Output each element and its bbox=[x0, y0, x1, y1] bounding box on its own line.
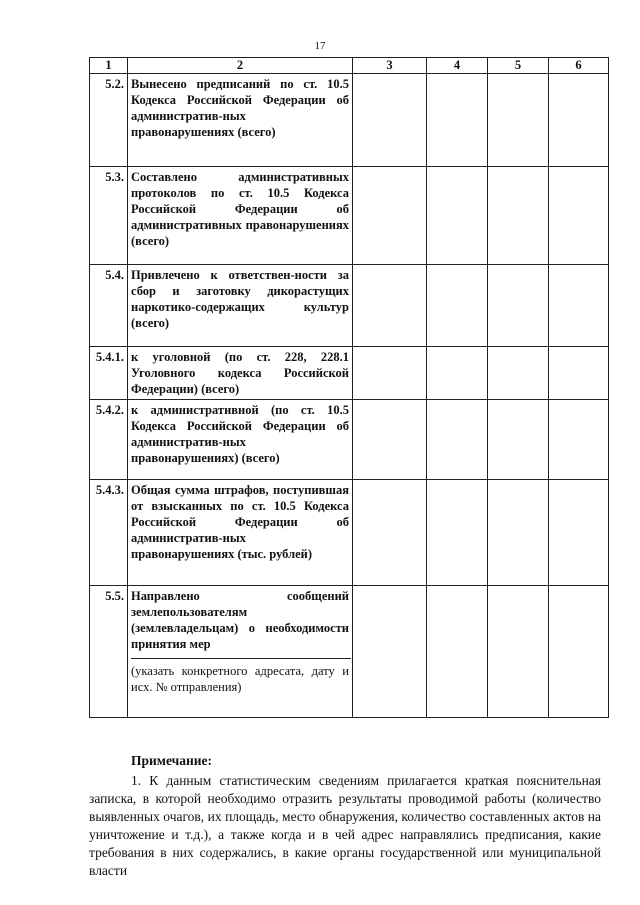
table-cell bbox=[488, 265, 549, 347]
table-cell bbox=[427, 586, 488, 718]
row-description: Вынесено предписаний по ст. 10.5 Кодекса Российской Федерации об административ-ных правонарушениях (всего) bbox=[128, 74, 353, 167]
notes-paragraph: 1. К данным статистическим сведениям прилагается краткая пояснительная записка, в которой необходимо отразить результаты проводимой работы (количество выявленных очагов, их площадь, место обнаружения, количество составленных актов на уничтожение и т.д.), а также когда и в чей адрес направлялись предписания, какие требования в них содержались, в какие органы государственной или муниципальной власти bbox=[89, 773, 601, 878]
table-cell bbox=[353, 480, 427, 586]
table-cell bbox=[353, 167, 427, 265]
notes-section bbox=[89, 752, 601, 880]
table-row bbox=[90, 167, 609, 265]
col-header-5: 5 bbox=[488, 58, 549, 74]
table-row bbox=[90, 480, 609, 586]
statistics-table bbox=[89, 57, 609, 718]
table-cell bbox=[549, 167, 609, 265]
table-header-row bbox=[90, 58, 609, 74]
row-description: к уголовной (по ст. 228, 228.1 Уголовного кодекса Российской Федерации) (всего) bbox=[128, 347, 353, 400]
row-number: 5.2. bbox=[90, 74, 128, 167]
table-cell bbox=[353, 347, 427, 400]
table-cell bbox=[488, 167, 549, 265]
table-cell bbox=[549, 400, 609, 480]
row-description: Общая сумма штрафов, поступившая от взысканных по ст. 10.5 Кодекса Российской Федерации об административ-ных правонарушениях (тыс. рублей) bbox=[128, 480, 353, 586]
table-cell bbox=[549, 586, 609, 718]
table-cell bbox=[427, 167, 488, 265]
table-cell bbox=[353, 586, 427, 718]
table-cell bbox=[549, 347, 609, 400]
col-header-6: 6 bbox=[549, 58, 609, 74]
col-header-4: 4 bbox=[427, 58, 488, 74]
row-number: 5.4. bbox=[90, 265, 128, 347]
table-cell bbox=[427, 400, 488, 480]
row-description: к административной (по ст. 10.5 Кодекса Российской Федерации об административ-ных правонарушениях) (всего) bbox=[128, 400, 353, 480]
row-number: 5.4.1. bbox=[90, 347, 128, 400]
table-cell bbox=[427, 74, 488, 167]
table-cell bbox=[488, 347, 549, 400]
row-description: Привлечено к ответствен-ности за сбор и заготовку дикорастущих наркотико-содержащих культур (всего) bbox=[128, 265, 353, 347]
row-main-text: Направлено сообщений землепользователям (землевладельцам) о необходимости принятия мер bbox=[131, 589, 349, 651]
col-header-1: 1 bbox=[90, 58, 128, 74]
table-cell bbox=[549, 74, 609, 167]
row-number: 5.4.2. bbox=[90, 400, 128, 480]
table-cell bbox=[353, 74, 427, 167]
table-cell bbox=[427, 265, 488, 347]
table-cell bbox=[488, 74, 549, 167]
table-cell bbox=[488, 480, 549, 586]
page-number: 17 bbox=[314, 40, 326, 52]
row-description: Составлено административных протоколов по ст. 10.5 Кодекса Российской Федерации об административных правонарушениях (всего) bbox=[128, 167, 353, 265]
table-cell bbox=[353, 400, 427, 480]
table-row bbox=[90, 347, 609, 400]
table-cell bbox=[549, 265, 609, 347]
table-cell bbox=[353, 265, 427, 347]
table-row bbox=[90, 74, 609, 167]
table-cell bbox=[427, 347, 488, 400]
notes-title: Примечание: bbox=[131, 753, 213, 768]
table-cell bbox=[488, 400, 549, 480]
row-subtext: (указать конкретного адресата, дату и исх. № отправления) bbox=[131, 664, 349, 694]
table-row bbox=[90, 265, 609, 347]
table-row bbox=[90, 400, 609, 480]
row-number: 5.3. bbox=[90, 167, 128, 265]
row-number: 5.4.3. bbox=[90, 480, 128, 586]
table-cell bbox=[427, 480, 488, 586]
table-row bbox=[90, 586, 609, 718]
table-cell bbox=[488, 586, 549, 718]
row-number: 5.5. bbox=[90, 586, 128, 718]
col-header-3: 3 bbox=[353, 58, 427, 74]
table-cell bbox=[549, 480, 609, 586]
row-description bbox=[128, 586, 353, 718]
col-header-2: 2 bbox=[128, 58, 353, 74]
fill-in-line bbox=[131, 658, 351, 659]
